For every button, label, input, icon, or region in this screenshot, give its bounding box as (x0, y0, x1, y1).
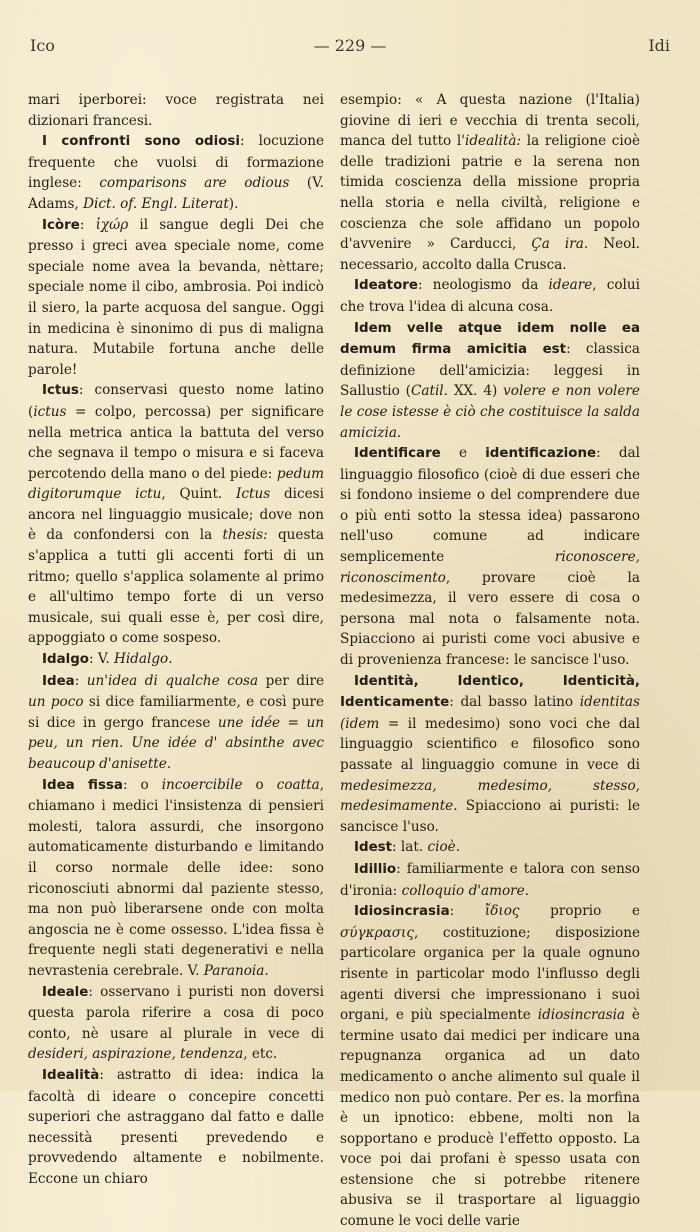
entry-text: o (242, 776, 277, 793)
dictionary-entry (340, 901, 640, 1232)
dictionary-entry (340, 837, 640, 859)
entry-text: : (449, 903, 485, 920)
italic-text: incoercibile (161, 776, 243, 793)
entry-text: , colui che trova l'idea di alcuna cosa. (340, 277, 641, 315)
headword: Identità, Identico, Identicità, Identicamente (340, 673, 640, 711)
entry-text: (V. Adams, (28, 175, 324, 212)
header-first-word: Ico (30, 36, 55, 55)
entry-text: dicesi ancora nel linguaggio musicale; dove non è da confondersi con la (28, 486, 324, 544)
entry-text: : osservano i puristi non doversi questa parola riferire a cosa di poco conto, nè usare al plurale in vece di (28, 983, 324, 1042)
header-last-word: Idi (648, 36, 670, 55)
entry-text: = colpo, percossa) per significare nella metrica antica la battuta del verso che segnava il tempo o misura e si faceva percotendo della mano o del piede: (28, 403, 324, 482)
italic-text: un poco (28, 694, 84, 711)
italic-text: un'idea di qualche cosa (86, 672, 259, 689)
dictionary-entry (340, 671, 640, 838)
headword: Idest (354, 840, 393, 856)
dictionary-entry (340, 859, 640, 901)
italic-text: ἰχώρ (95, 216, 129, 233)
headword: Idiosincrasia (354, 904, 450, 920)
entry-text: : conservasi questo nome latino ( (28, 382, 324, 420)
headword: Idea (42, 673, 75, 689)
italic-text: Paranoia (203, 962, 265, 979)
italic-text: cioè (427, 839, 456, 856)
italic-text: desideri, aspirazione, tendenza (28, 1046, 244, 1063)
entry-text: . (166, 756, 172, 772)
entry-text: : locuzione frequente che vuolsi di formazione inglese: (28, 133, 324, 192)
italic-text: ictus (33, 403, 67, 420)
left-column (28, 90, 324, 1189)
entry-text: : astratto di idea: indica la facoltà di ideare o concepire concetti superiori che astraggano dal fatto e dalle necessità presenti prevedendo e provvedendo altamente e nobilmente. Eccone un chiaro (28, 1066, 324, 1187)
entry-text: . (524, 882, 530, 899)
entry-text: : (74, 672, 87, 689)
entry-text: questa s'applica a tutti gli accenti forti di un ritmo; quello s'applica solamente al primo e all'ultimo tempo forte di un verso musicale, sui quali esse è, per così dire, appoggiato o come sospeso. (28, 527, 324, 647)
entry-text: si dice familiarmente, e così pure si dice in gergo francese (28, 694, 324, 731)
headword: Idea fissa (42, 777, 123, 793)
headword: Idem velle atque idem nolle ea demum firma amicitia est (340, 320, 640, 358)
page-header (30, 36, 670, 60)
entry-text: : V. (88, 651, 114, 668)
headword: Ictus (42, 383, 79, 399)
italic-text: colloquio d'amore (401, 882, 525, 899)
entry-text: , chiamano i medici l'insistenza di pensieri molesti, talora assurdi, che insorgono automaticamente disturbando e limitando il corso normale delle idee: sono riconosciuti abnormi dal paziente stesso, ma non può liberarsene onde con molta angoscia ne è come ossesso. L'idea fissa è frequente negli stati degenerativi e nella nevrastenia cerebrale. V. (28, 776, 325, 979)
dictionary-entry (28, 90, 324, 131)
entry-text: mari iperborei: voce registrata nei dizionari francesi. (28, 92, 324, 129)
dictionary-entry (28, 775, 324, 982)
italic-text: ideare (548, 277, 593, 294)
dictionary-entry (28, 215, 324, 381)
right-column (340, 90, 640, 1232)
headword: identificazione (485, 446, 597, 462)
entry-text: . (455, 839, 461, 856)
entry-text: , Quint. (161, 486, 236, 503)
entry-text: ). (228, 195, 239, 212)
dictionary-entry (28, 131, 324, 214)
dictionary-entry (28, 671, 324, 775)
dictionary-entry (28, 380, 324, 649)
italic-text: riconoscere, riconoscimento (340, 549, 640, 586)
dictionary-entry (28, 1065, 324, 1190)
italic-text: coatta (276, 776, 320, 793)
italic-text: Catil (410, 383, 444, 400)
italic-text: Ça ira (531, 236, 584, 253)
headword: Icòre (42, 217, 80, 233)
italic-text: pedum digitorumque ictu (28, 465, 324, 503)
entry-text: . Neol. necessario, accolto dalla Crusca. (340, 236, 641, 273)
entry-text: per dire (258, 672, 324, 689)
entry-text: esempio: « A questa nazione (l'Italia) giovine di ieri e vecchia di trenta secoli, manca del tutto l' (340, 92, 640, 150)
entry-text: . Spiacciono ai puristi: le sancisce l'uso. (340, 798, 640, 835)
entry-text: : neologismo da (417, 277, 549, 294)
entry-text: il sangue degli Dei che presso i greci avea speciale nome, come speciale nome avea la bevanda, nèttare; speciale nome il cibo, ambrosia. Poi indicò il siero, la parte acquosa del sangue. Oggi in medicina è sinonimo di pus di maligna natura. Mutabile fortuna anche delle parole! (28, 216, 324, 378)
headword: Ideatore (354, 278, 418, 294)
entry-text: . XX. 4) (443, 383, 504, 400)
headword: I confronti sono odiosi (42, 134, 240, 150)
dictionary-entry (340, 443, 640, 671)
entry-text: , provare cioè la medesimezza, il vero essere di cosa o persona mal nota o falsamente nota. Spiacciono ai puristi come voci abusive e di provenienza francese: le sancisce l'uso. (340, 569, 640, 669)
headword: Idillio (354, 861, 397, 877)
entry-text: e (440, 445, 486, 462)
entry-text: la religione cioè delle tradizioni patrie e la serena non timida coscienza della missione propria nella storia e nella civiltà, religione e coscienza che sole affidano un popolo d'avvenire » Carducci, (340, 133, 640, 253)
headword: Idealità (42, 1067, 100, 1083)
entry-text: . (264, 962, 269, 979)
italic-text: Dict. of. Engl. Literat (83, 195, 229, 212)
italic-text: σύγκρασις (340, 924, 414, 941)
entry-text: . (396, 424, 402, 441)
italic-text: Ictus (236, 486, 271, 503)
dictionary-entry (340, 318, 640, 444)
entry-text: : familiarmente e talora con senso d'ironia: (340, 860, 640, 899)
entry-text: , etc. (243, 1046, 278, 1063)
italic-text: Hidalgo (113, 651, 169, 668)
entry-text: : lat. (392, 839, 428, 856)
headword: Identificare (354, 446, 441, 462)
entry-text: , costituzione; disposizione particolare organica per la quale ognuno risente in particolar modo l'influsso degli agenti diversi che impressionano i suoi organi, e più specialmente (340, 924, 640, 1024)
italic-text: idealità: (465, 133, 522, 150)
headword: Ideale (42, 984, 89, 1000)
dictionary-entry (28, 982, 324, 1065)
headword: Idalgo (42, 652, 89, 668)
entry-text: : o (122, 776, 162, 793)
entry-text: . (168, 651, 173, 668)
italic-text: une idée = un peu, un rien. Une idée d' absinthe avec beaucoup d'anisette (28, 714, 324, 772)
italic-text: thesis: (222, 527, 268, 544)
entry-text: è termine usato dai medici per indicare una repugnanza organica ad un dato medicamento o anche alimento sul quale il medico non può contare. Per es. la morfina è un ipnotico: ebbene, molti non la sopportano e producè l'effetto opposto. La voce poi dai profani è spesso usata con estensione che si potrebbe ritenere abusiva se il trasportare al liguaggio comune le voci delle varie (340, 1007, 640, 1230)
italic-text: comparisons are odious (99, 175, 290, 192)
italic-text: ἴδιος (484, 903, 520, 920)
italic-text: medesimezza, medesimo, stesso, medesimamente (340, 777, 640, 815)
entry-text: : dal linguaggio filosofico (cioè di due esseri che si fondono insieme o del comprendere due o più enti sotto la stessa idea) passarono nell'uso comune ad indicare semplicemente (340, 445, 640, 566)
italic-text: idiosincrasia (537, 1007, 626, 1024)
dictionary-entry (340, 275, 640, 317)
entry-text: : classica definizione dell'amicizia: leggesi in Sallustio ( (340, 341, 640, 400)
entry-text: proprio e (519, 903, 640, 920)
page-number: — 229 — (313, 36, 387, 55)
entry-text: : dal basso latino (449, 694, 580, 711)
italic-text: identitas (idem (340, 694, 640, 732)
dictionary-entry (340, 90, 640, 275)
italic-text: volere e non volere le cose istesse è ciò che costituisce la salda amicizia (340, 383, 640, 441)
dictionary-entry (28, 649, 324, 671)
entry-text: = il medesimo) sono voci che dal linguaggio scientifico e filosofico sono passate al linguaggio comune in vece di (340, 715, 640, 773)
entry-text: : (79, 216, 96, 233)
